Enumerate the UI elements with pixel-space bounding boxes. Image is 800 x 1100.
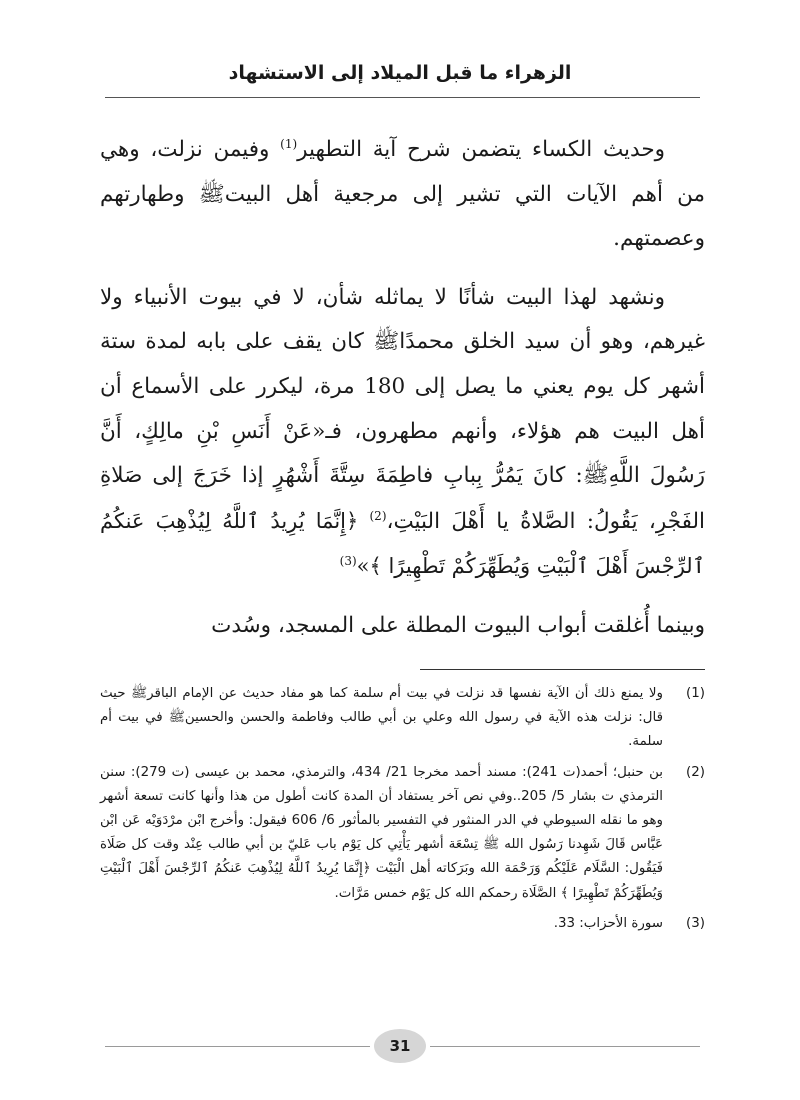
footnote-ref-3[interactable]: (3): [339, 554, 357, 569]
quran-verse: ﴿إِنَّمَا يُرِيدُ ٱللَّهُ لِيُذْهِبَ عَنكُمُ ٱلرِّجْسَ أَهْلَ ٱلْبَيْتِ وَيُطَهِّرَكُمْ تَطْهِيرًا ﴾»: [100, 508, 705, 579]
main-text: [100, 128, 705, 649]
footnote-text: ولا يمنع ذلك أن الآية نفسها قد نزلت في بيت أم سلمة كما هو مفاد حديث عن الإمام الباقرﷺ حيث قال: نزلت هذه الآية في رسول الله وعلي بن أبي طالب وفاطمة والحسن والحسينﷺ في بيت أم سلمة.: [100, 686, 663, 750]
paragraph-1-text-a: وحديث الكساء يتضمن شرح آية التطهير: [297, 137, 665, 162]
paragraph-2-text: ونشهد لهذا البيت شأنًا لا يماثله شأن، لا في بيوت الأنبياء ولا غيرهم، وهو أن سيد الخلق محمدًاﷺ كان يقف على بابه لمدة ستة أشهر كل يوم يعني ما يصل إلى 180 مرة، ليكرر على الأسماع أن أهل البيت هم هؤلاء، وأنهم مطهرون، فـ«عَنْ أَنَسِ بْنِ مالِكٍ، أَنَّ رَسُولَ اللَّهِﷺ: كانَ يَمُرُّ بِبابِ فاطِمَةَ سِتَّةَ أَشْهُرٍ إذا خَرَجَ إلى صَلاةِ الفَجْرِ، يَقُولُ: الصَّلاةُ يا أَهْلَ البَيْتِ،: [100, 284, 705, 534]
header-rule: [105, 97, 700, 98]
footnote-text: بن حنبل؛ أحمد(ت 241): مسند أحمد مخرجا 21/ 434، والترمذي، محمد بن عيسى (ت 279): سنن الترمذي ت بشار 5/ 205..وفي نص آخر يستفاد أن المدة كانت أطول من هذا وأنها كانت تسعة أشهر وهو ما نقله السيوطي في الدر المنثور في التفسير بالمأثور 6/ 606 فيقول: وأخرج ابْن مرْدَوَيْه عَن ابْن عَبَّاس قَالَ شَهِدنا رَسُول الله ﷺ تِسْعَة أشهر يَأْتِي كل يَوْم باب عَليّ بن أبي طالب عِنْد وقت كل صَلَاة فَيَقُول: السَّلَام عَلَيْكُم وَرَحْمَة الله وبَرَكاته أهل الْبَيْت ﴿إِنَّمَا يُرِيدُ ٱللَّهُ لِيُذْهِبَ عَنكُمُ ٱلرِّجْسَ أَهْلَ ٱلْبَيْتِ وَيُطَهِّرَكُمْ تَطْهِيرًا ﴾ الصَّلَاة رحمكم الله كل يَوْم خمس مَرَّات.: [100, 764, 663, 901]
footer-line-left: [105, 1046, 370, 1047]
footnote-ref-2[interactable]: (2): [369, 508, 387, 523]
page-number: 31: [374, 1029, 426, 1063]
footnote-1: [100, 682, 705, 755]
footnote-number: (3): [686, 915, 705, 931]
paragraph-1: [100, 128, 705, 262]
footnote-number: (2): [686, 764, 705, 780]
paragraph-1-text-b: وفيمن نزلت، وهي من أهم الآيات التي تشير إلى مرجعية أهل البيتﷺ وطهارتهم وعصمتهم.: [100, 137, 705, 252]
footnote-text: سورة الأحزاب: 33.: [553, 915, 663, 931]
running-header: الزهراء ما قبل الميلاد إلى الاستشهاد: [228, 62, 572, 84]
paragraph-3: وبينما أُغلقت أبواب البيوت المطلة على المسجد، وسُدت: [211, 612, 705, 638]
paragraph-2: [100, 276, 705, 590]
footnote-number: (1): [686, 686, 705, 701]
footer-line-right: [430, 1046, 700, 1047]
footnote-3: [100, 912, 705, 936]
footnotes: [100, 682, 705, 942]
footnote-ref-1[interactable]: (1): [280, 136, 298, 151]
footnote-separator: [420, 669, 705, 670]
footnote-2: [100, 761, 705, 906]
